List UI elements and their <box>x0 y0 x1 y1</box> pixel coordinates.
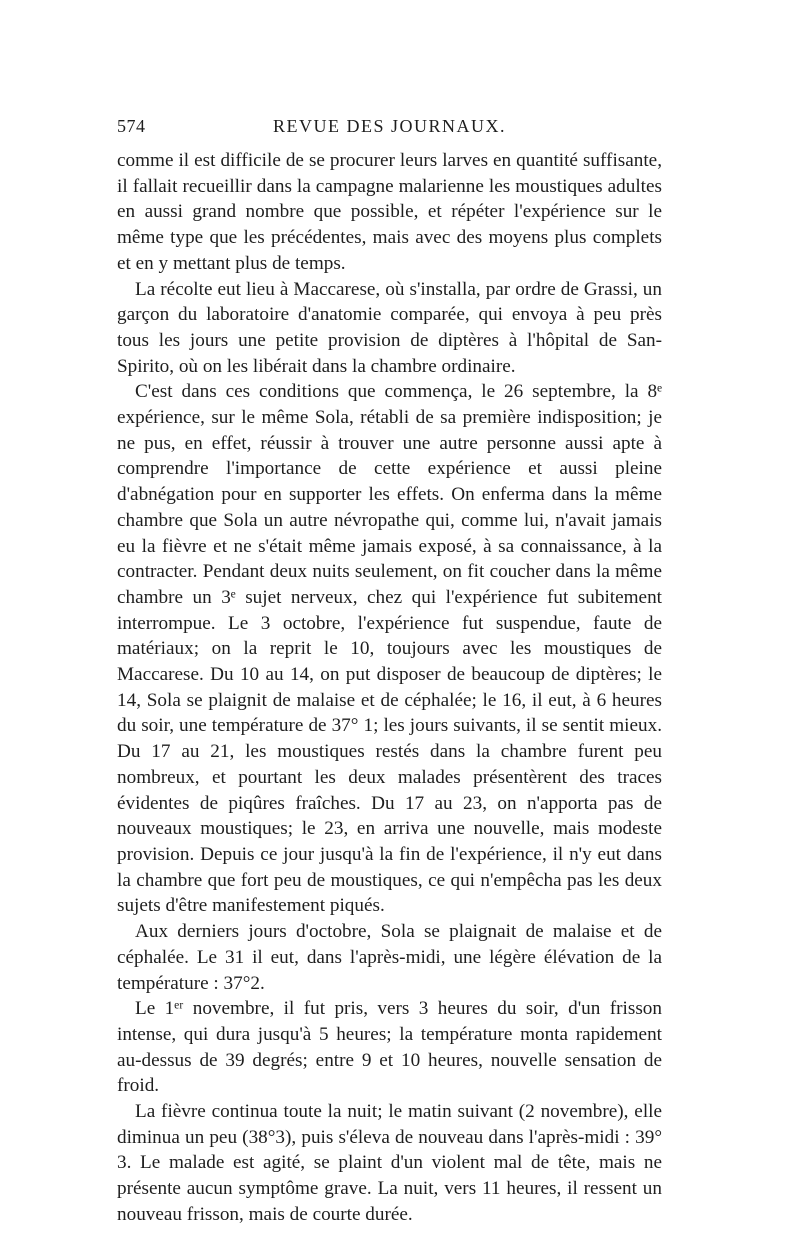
running-head: REVUE DES JOURNAUX. <box>272 116 506 136</box>
paragraph: Aux derniers jours d'octobre, Sola se plaignait de malaise et de céphalée. Le 31 il eut, dans l'après-midi, une légère élévation de la température : 37°2. <box>117 921 662 994</box>
paragraph: La fièvre continua toute la nuit; le matin suivant (2 novembre), elle diminua un peu (38°3), puis s'éleva de nouveau dans l'après-midi : 39° 3. Le malade est agité, se plaint d'un violent mal de tête, mais ne présente aucun symptôme grave. La nuit, vers 11 heures, il ressent un nouveau frisson, mais de courte durée. <box>117 1101 662 1225</box>
paragraph: C'est dans ces conditions que commença, le 26 septembre, la 8ᵉ expérience, sur le même Sola, rétabli de sa première indisposition; je ne pus, en effet, réussir à trouver une autre personne aussi apte à comprendre l'importance de cette expérience et aussi pleine d'abnégation pour en supporter les effets. On enferma dans la même chambre que Sola un autre névropathe qui, comme lui, n'avait jamais eu la fièvre et ne s'était même jamais exposé, à sa connaissance, à la contracter. Pendant deux nuits seulement, on fit coucher dans la même chambre un 3ᵉ sujet nerveux, chez qui l'expérience fut subitement interrompue. Le 3 octobre, l'expérience fut suspendue, faute de matériaux; on la reprit le 10, toujours avec les moustiques de Maccarese. Du 10 au 14, on put disposer de beaucoup de diptères; le 14, Sola se plaignit de malaise et de céphalée; le 16, il eut, à 6 heures du soir, une température de 37° 1; les jours suivants, il se sentit mieux. Du 17 au 21, les moustiques restés dans la chambre furent peu nombreux, et pourtant les deux malades présentèrent des traces évidentes de piqûres fraîches. Du 17 au 23, on n'apporta pas de nouveaux moustiques; le 23, en arriva une nouvelle, mais modeste provision. Depuis ce jour jusqu'à la fin de l'expérience, il n'y eut dans la chambre que fort peu de moustiques, ce qui n'empêcha pas les deux sujets d'être manifestement piqués. <box>117 381 662 917</box>
body-text <box>117 148 662 1228</box>
paragraph: La récolte eut lieu à Maccarese, où s'installa, par ordre de Grassi, un garçon du laboratoire d'anatomie comparée, qui envoya à peu près tous les jours une petite provision de diptères à l'hôpital de San-Spirito, où on les libérait dans la chambre ordinaire. <box>117 278 662 377</box>
page-header <box>117 116 662 138</box>
paragraph: Le 1ᵉʳ novembre, il fut pris, vers 3 heures du soir, d'un frisson intense, qui dura jusqu'à 5 heures; la température monta rapidement au-dessus de 39 degrés; entre 9 et 10 heures, nouvelle sensation de froid. <box>117 998 662 1097</box>
page-number: 574 <box>117 116 146 136</box>
paragraph: comme il est difficile de se procurer leurs larves en quantité suffisante, il fallait recueillir dans la campagne malarienne les moustiques adultes en aussi grand nombre que possible, et répéter l'expérience sur le même type que les précédentes, mais avec des moyens plus complets et en y mettant plus de temps. <box>117 150 662 274</box>
